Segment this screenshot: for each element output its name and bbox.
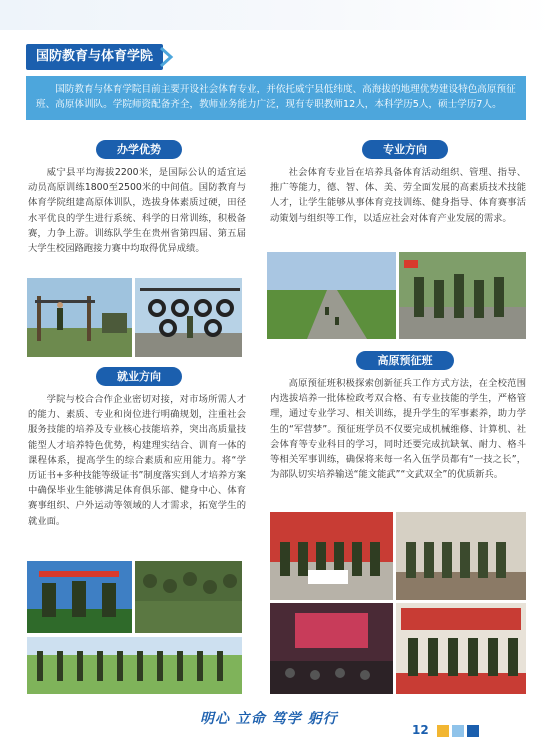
photo-ceremony-stage xyxy=(270,603,393,694)
section-heading-major: 专业方向 xyxy=(362,140,448,159)
top-decor-band xyxy=(0,0,554,30)
recruit-text: 高原预征班积极探索创新征兵工作方式方法，在全校范围内选拔培养一批体检政考双合格、有专业技能的学生，严格管理，通过专业学习、相关训练，提升学生的军事素养，助力学生的“军营梦”。预征班学员不仅要完成机械维修、计算机、社会体育等专业科目的学习，同时还要完成抗缺氧、耐力、格斗等相关军事训练，确保将来每一名入伍学员都有“一技之长”，为部队切实培养输送“能文能武”“文武双全”的优质新兵。 xyxy=(270,378,526,481)
photo-award-ceremony xyxy=(27,561,132,633)
photo-group-indoor xyxy=(396,512,526,600)
employment-text: 学院与校合合作企业密切对接，对市场所需人才的能力、素质、专业和岗位进行明确规划，注重社会服务技能的培养及专业核心技能培养，突出高质量技能型人才培养特色优势，构建理实结合、训育一体的课程体系，提高学生的综合素质和应用能力。将“学历证书+多种技能等级证书”制度落实到人才培养方案中确保毕业生能够满足体育俱乐部、健身中心、体育赛事组织、户外运动等领域的人才需求，拓宽学生的就业面。 xyxy=(28,394,246,527)
advantage-text: 威宁县平均海拔2200米，是国际公认的适宜运动员高原训练1800至2500米的中间值。国防教育与体育学院组建高原体训队，选拔身体素质过硬，田径水平优良的学生进行系统、科学的日常训练，积极备赛，力争上游。训练队学生在贵州省第四届、第五届大学生校园路跑接力赛中均取得优异成绩。 xyxy=(28,167,246,255)
photo-troop-march xyxy=(399,252,526,339)
page-title: 国防教育与体育学院 xyxy=(26,44,163,70)
decor-square-blue xyxy=(467,725,479,737)
decor-square-light-blue xyxy=(452,725,464,737)
section-heading-advantage: 办学优势 xyxy=(96,140,182,159)
major-text: 社会体育专业旨在培养具备体育活动组织、管理、指导、推广等能力，德、智、体、美、劳全面发展的高素质技术技能人才，让学生能够从事体育竞技训练、健身指导、体育赛事活动策划与组织等工作，以适应社会对体育产业发展的需求。 xyxy=(270,167,526,224)
chevron-right-icon xyxy=(145,44,185,70)
footer-motto: 明心 立命 笃学 躬行 xyxy=(200,711,338,727)
photo-campus-road xyxy=(267,252,396,339)
training-photo-obstacle xyxy=(27,278,132,357)
section-heading-recruit: 高原预征班 xyxy=(356,351,454,370)
training-photo-tires xyxy=(135,278,242,357)
section-heading-employment: 就业方向 xyxy=(96,367,182,386)
page-number: 12 xyxy=(412,723,429,737)
intro-paragraph: 国防教育与体育学院目前主要开设社会体育专业，并依托威宁县低纬度、高海拔的地理优势建设特色高原预征班、高原体训队。学院师资配备齐全，教师业务能力广泛，现有专职教师12人，本科学历5人，硕士学历7人。 xyxy=(26,76,526,120)
photo-class-banner xyxy=(270,512,393,600)
decor-square-yellow xyxy=(437,725,449,737)
photo-flag-ceremony xyxy=(396,603,526,694)
photo-formation-march xyxy=(27,637,242,694)
photo-crowd-training xyxy=(135,561,242,633)
